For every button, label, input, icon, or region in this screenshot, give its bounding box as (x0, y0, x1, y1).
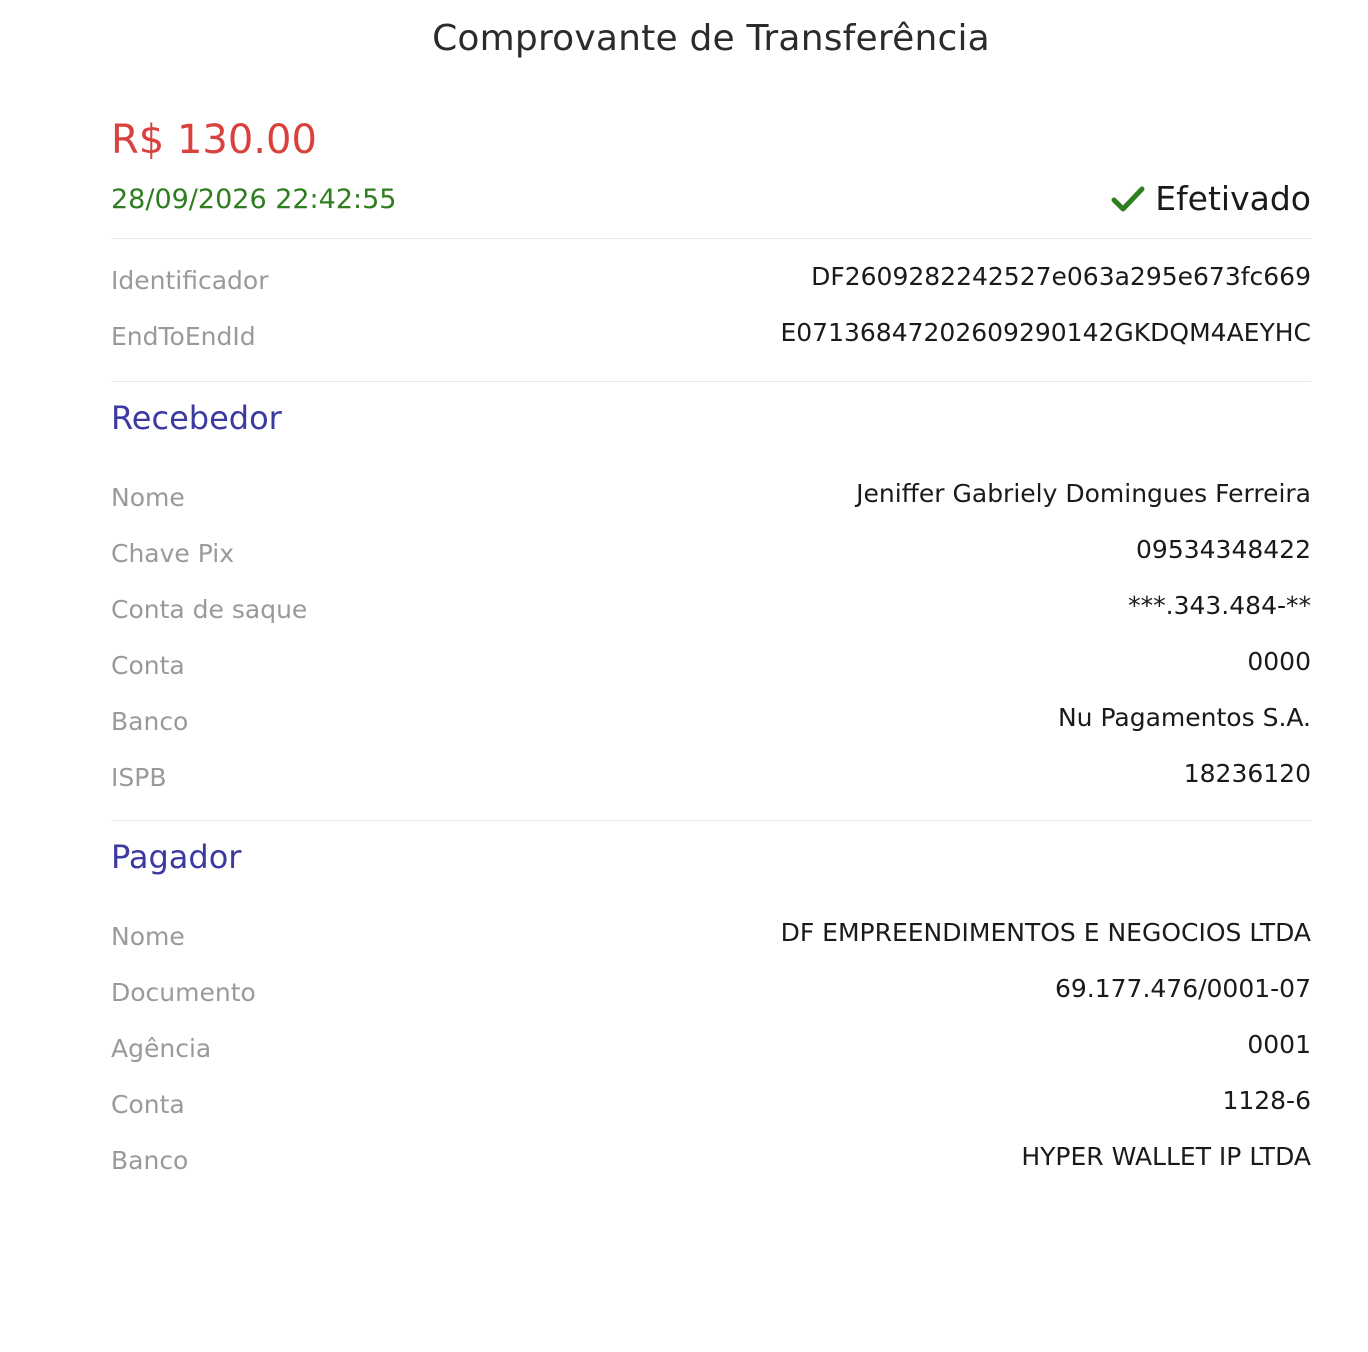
detail-label: Documento (111, 978, 256, 1007)
detail-row (111, 307, 1311, 363)
detail-row (111, 748, 1311, 804)
divider (111, 381, 1311, 382)
detail-row (111, 251, 1311, 307)
detail-value: 09534348422 (1136, 535, 1311, 564)
detail-row (111, 580, 1311, 636)
amount: R$ 130.00 (111, 117, 317, 163)
datetime: 28/09/2026 22:42:55 (111, 184, 397, 215)
detail-label: Conta (111, 651, 185, 680)
detail-value: E07136847202609290142GKDQM4AEYHC (780, 318, 1311, 347)
section-title-pagador: Pagador (111, 838, 242, 876)
detail-row (111, 636, 1311, 692)
detail-value: Nu Pagamentos S.A. (1057, 703, 1311, 732)
detail-value: 0001 (1247, 1030, 1311, 1059)
status-badge (1111, 174, 1311, 224)
detail-label: Nome (111, 483, 185, 512)
detail-row (111, 907, 1311, 963)
detail-row (111, 468, 1311, 524)
detail-row (111, 524, 1311, 580)
detail-label: EndToEndId (111, 322, 256, 351)
detail-label: Banco (111, 1146, 189, 1175)
detail-value: HYPER WALLET IP LTDA (1021, 1142, 1311, 1171)
detail-row (111, 1131, 1311, 1187)
divider (111, 820, 1311, 821)
detail-value: ***.343.484-** (1128, 591, 1311, 620)
page-title: Comprovante de Transferência (432, 18, 990, 59)
detail-value: Jeniffer Gabriely Domingues Ferreira (856, 479, 1311, 508)
detail-value: 69.177.476/0001-07 (1054, 974, 1311, 1003)
section-title-recebedor: Recebedor (111, 399, 282, 437)
pagador-section (111, 907, 1311, 1203)
detail-label: Chave Pix (111, 539, 235, 568)
detail-value: 0000 (1247, 647, 1311, 676)
detail-value: DF2609282242527e063a295e673fc669 (811, 262, 1311, 291)
detail-row (111, 692, 1311, 748)
detail-label: Nome (111, 922, 185, 951)
detail-value: DF EMPREENDIMENTOS E NEGOCIOS LTDA (780, 918, 1311, 947)
detail-label: Identificador (111, 266, 269, 295)
status-label: Efetivado (1155, 179, 1311, 218)
detail-label: Conta de saque (111, 595, 308, 624)
detail-label: Agência (111, 1034, 212, 1063)
detail-label: Conta (111, 1090, 185, 1119)
ids-section (111, 239, 1311, 381)
detail-label: Banco (111, 707, 189, 736)
detail-row (111, 1019, 1311, 1075)
detail-row (111, 1075, 1311, 1131)
detail-label: ISPB (111, 763, 167, 792)
status-row (111, 174, 1311, 224)
recebedor-section (111, 468, 1311, 820)
detail-row (111, 963, 1311, 1019)
detail-value: 18236120 (1183, 759, 1311, 788)
detail-value: 1128-6 (1222, 1086, 1311, 1115)
receipt (111, 112, 1311, 1203)
check-icon (1111, 184, 1145, 214)
